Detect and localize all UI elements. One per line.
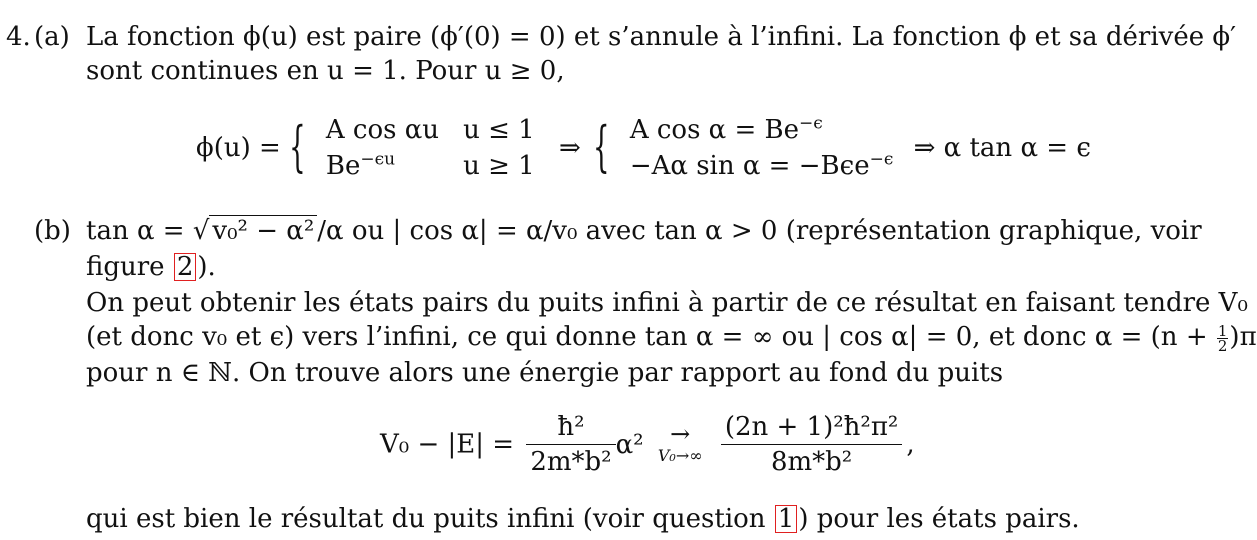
case1-expr: A cos αu [325, 115, 440, 145]
alpha-squared: α² [615, 429, 644, 460]
system-eq-2: −Aα sin α = −Bϵe$^{-\epsilon}$ [629, 149, 894, 181]
part-b-line-6: qui est bien le résultat du puits infini (voir question 1 ) pour les états pairs. [86, 504, 1080, 534]
infinite-well-fraction: $\frac{\text{(2n + 1)²ħ²π²}}{\text{8m*b²}}$ [721, 410, 903, 479]
part-a-line-2: sont continues en u = 1. Pour u ≥ 0, [86, 56, 565, 86]
eq2-lhs: V₀ − |E| = [380, 429, 515, 460]
case1-cond: u ≤ 1 [463, 115, 535, 145]
part-b-line-3: On peut obtenir les états pairs du puits infini à partir de ce résultat en faisant tendre V₀ [86, 288, 1248, 318]
case2-expr: $Be^{-\epsilon u}$ [325, 149, 396, 181]
part-b-line-1: tan α = √ v₀² − α² /α ou | cos α| = α/v₀ avec tan α > 0 (représentation graphique, voir [86, 216, 1202, 246]
eq1-lhs: ϕ(u) = [196, 133, 281, 163]
phi-cases-table [314, 112, 547, 184]
sqrt-argument: v₀² − α² [209, 215, 317, 246]
part-a-label: (a) [34, 22, 70, 52]
equation-energy: V₀ − |E| = $\frac{\text{ħ²}}{\text{2m*b²}}$ α² → V₀→∞ $\frac{\text{(2n + 1)²ħ²π²}}{\text{8m*b²}}$ , [380, 412, 915, 477]
implies-1: ⇒ [558, 133, 581, 163]
problem-number: 4. [6, 22, 31, 52]
question-reference-link[interactable]: 1 [775, 505, 798, 533]
left-brace-1: { [289, 116, 306, 180]
left-brace-2: { [593, 116, 610, 180]
limit-arrow: → V₀→∞ [657, 419, 703, 465]
one-half-fraction: $\frac{1}{2}$ [1217, 321, 1228, 355]
part-b-label: (b) [34, 216, 71, 246]
equation-phi-cases [196, 112, 1091, 184]
implies-2-result: ⇒ α tan α = ϵ [913, 133, 1091, 163]
figure-reference-link[interactable]: 2 [174, 253, 197, 281]
system-eq-1: A $\cos \alpha = Be^{-\epsilon}$ [629, 113, 823, 145]
part-b-line-2: figure 2 ). [86, 252, 216, 282]
case2-cond: u ≥ 1 [463, 151, 535, 181]
part-b-line-5: pour n ∈ ℕ. On trouve alors une énergie par rapport au fond du puits [86, 358, 1004, 388]
sqrt-sign: √ [192, 216, 210, 246]
hbar-fraction: $\frac{\text{ħ²}}{\text{2m*b²}}$ [526, 410, 615, 479]
continuity-system [618, 112, 906, 184]
part-a-line-1: La fonction ϕ(u) est paire (ϕ′(0) = 0) et s’annule à l’infini. La fonction ϕ et sa dérivée ϕ′ [86, 22, 1237, 52]
part-b-line-4: (et donc v₀ et ϵ) vers l’infini, ce qui donne tan α = ∞ ou | cos α| = 0, et donc α = (n + $\frac{1}{2}$ )π [86, 321, 1257, 355]
